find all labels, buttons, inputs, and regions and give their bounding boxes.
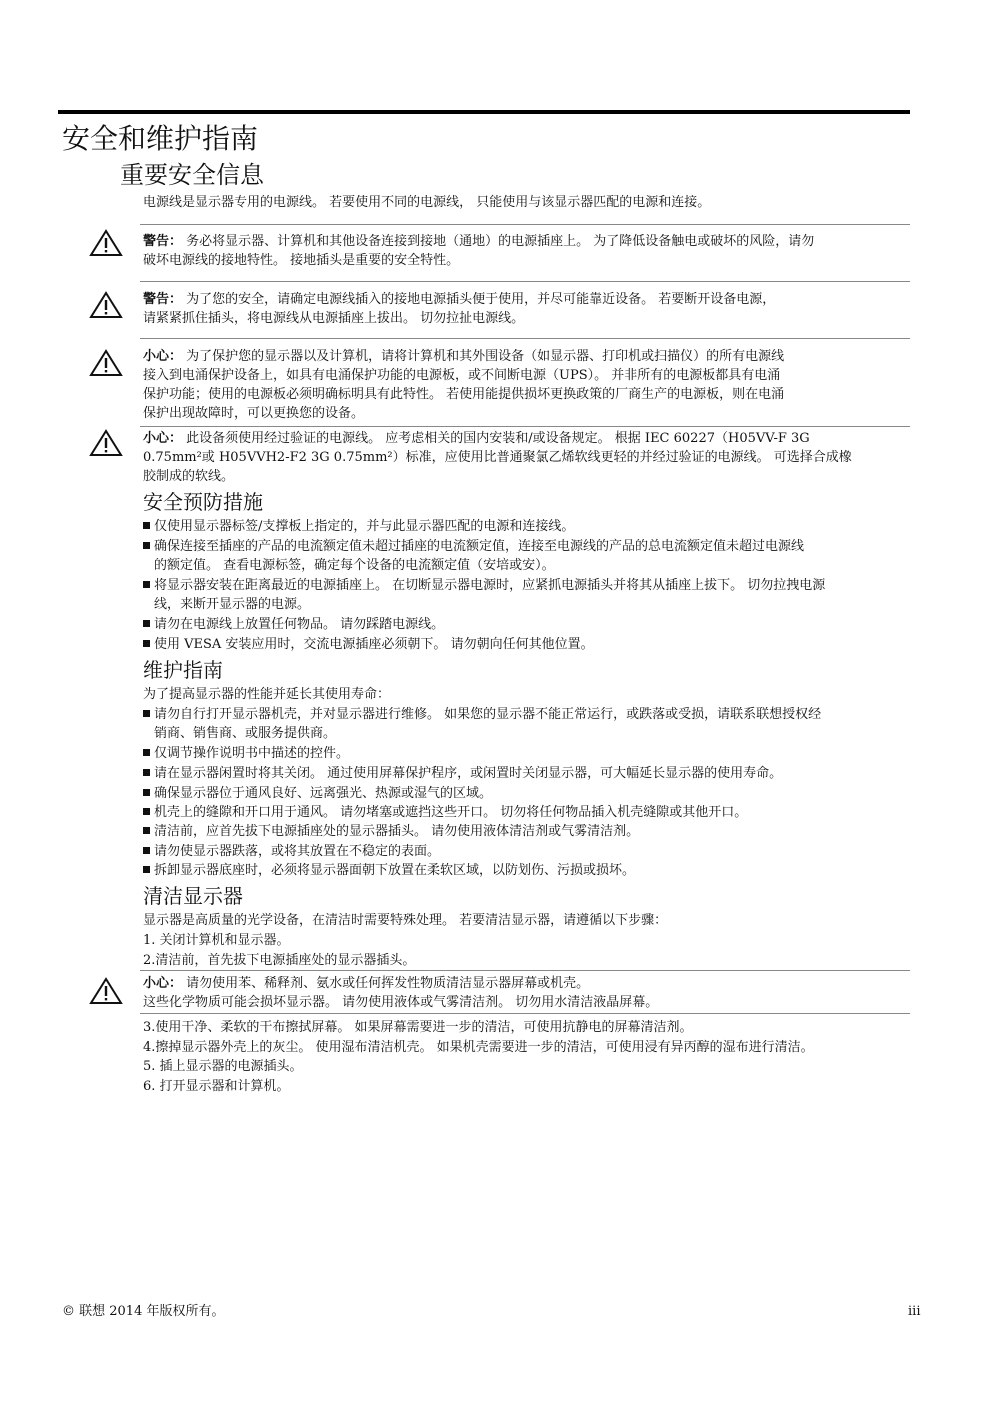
list-item-text: 请勿使显示器跌落，或将其放置在不稳定的表面。 bbox=[154, 844, 441, 859]
list-item bbox=[143, 822, 943, 841]
top-rule bbox=[58, 110, 910, 114]
bullet bbox=[143, 581, 150, 588]
notice-warning-2 bbox=[143, 290, 943, 328]
notice-text: 接入到电涌保护设备上，如具有电涌保护功能的电源板，或不间断电源（UPS）。 并非所有的电源板都具有电涌 bbox=[143, 368, 781, 383]
list-item bbox=[143, 842, 943, 861]
step-item: 3.使用干净、柔软的干布擦拭屏幕。 如果屏幕需要进一步的清洁，可使用抗静电的屏幕清洁剂。 bbox=[143, 1020, 693, 1035]
step-item: 4.擦掉显示器外壳上的灰尘。 使用湿布清洁机壳。 如果机壳需要进一步的清洁，可使用浸有异丙醇的湿布进行清洁。 bbox=[143, 1040, 814, 1055]
list-item-text: 销商、销售商、或服务提供商。 bbox=[154, 726, 337, 741]
list-item-text: 拆卸显示器底座时，必须将显示器面朝下放置在柔软区域，以防划伤、污损或损坏。 bbox=[154, 863, 636, 878]
notice-label: 小心： bbox=[143, 976, 183, 991]
divider bbox=[140, 338, 910, 339]
notice-text: 此设备须使用经过验证的电源线。 应考虑相关的国内安装和/或设备规定。 根据 IEC 60227（H05VV-F 3G bbox=[186, 431, 810, 446]
divider bbox=[140, 224, 910, 225]
section-heading-cleaning: 清洁显示器 bbox=[143, 884, 243, 908]
list-item-text: 请勿自行打开显示器机壳，并对显示器进行维修。 如果您的显示器不能正常运行，或跌落或受损，请联系联想授权经 bbox=[154, 707, 822, 722]
section-heading-important: 重要安全信息 bbox=[120, 161, 264, 189]
maintenance-intro: 为了提高显示器的性能并延长其使用寿命： bbox=[143, 687, 391, 702]
page-number: iii bbox=[908, 1304, 921, 1319]
bullet bbox=[143, 789, 150, 796]
bullet bbox=[143, 620, 150, 627]
divider bbox=[140, 281, 910, 282]
list-item bbox=[143, 635, 943, 654]
bullet bbox=[143, 640, 150, 647]
list-item-text: 使用 VESA 安装应用时，交流电源插座必须朝下。 请勿朝向任何其他位置。 bbox=[154, 637, 594, 652]
notice-label: 小心： bbox=[143, 431, 183, 446]
divider bbox=[140, 1013, 910, 1014]
important-intro: 电源线是显示器专用的电源线。 若要使用不同的电源线， 只能使用与该显示器匹配的电源和连接。 bbox=[143, 195, 711, 210]
notice-label: 警告： bbox=[143, 234, 183, 249]
list-item bbox=[143, 576, 943, 614]
list-item bbox=[143, 517, 943, 536]
page-title: 安全和维护指南 bbox=[62, 122, 259, 155]
notice-caution-1 bbox=[143, 347, 943, 423]
warning-triangle-icon bbox=[88, 290, 124, 320]
step-item: 2.清洁前，首先拔下电源插座处的显示器插头。 bbox=[143, 953, 416, 968]
list-item bbox=[143, 615, 943, 634]
bullet bbox=[143, 749, 150, 756]
list-item-text: 仅使用显示器标签/支撑板上指定的，并与此显示器匹配的电源和连接线。 bbox=[154, 519, 575, 534]
bullet bbox=[143, 808, 150, 815]
notice-text: 胶制成的软线。 bbox=[143, 469, 235, 484]
list-item-text: 的额定值。 查看电源标签，确定每个设备的电流额定值（安培或安）。 bbox=[154, 558, 555, 573]
list-item bbox=[143, 744, 943, 763]
notice-text: 请勿使用苯、稀释剂、氨水或任何挥发性物质清洁显示器屏幕或机壳。 bbox=[186, 976, 590, 991]
list-item-text: 线，来断开显示器的电源。 bbox=[154, 597, 311, 612]
bullet bbox=[143, 847, 150, 854]
bullet bbox=[143, 710, 150, 717]
divider bbox=[140, 426, 910, 427]
step-item: 6. 打开显示器和计算机。 bbox=[143, 1079, 290, 1094]
warning-triangle-icon bbox=[88, 428, 124, 458]
warning-triangle-icon bbox=[88, 976, 124, 1006]
list-item-text: 请勿在电源线上放置任何物品。 请勿踩踏电源线。 bbox=[154, 617, 445, 632]
list-item-text: 清洁前，应首先拔下电源插座处的显示器插头。 请勿使用液体清洁剂或气雾清洁剂。 bbox=[154, 824, 640, 839]
warning-triangle-icon bbox=[88, 228, 124, 258]
notice-warning-1 bbox=[143, 232, 943, 270]
notice-text: 0.75mm²或 H05VVH2-F2 3G 0.75mm²）标准，应使用比普通聚氯乙烯软线更轻的并经过验证的电源线。 可选择合成橡 bbox=[143, 450, 852, 465]
list-item bbox=[143, 705, 943, 743]
notice-text: 这些化学物质可能会损坏显示器。 请勿使用液体或气雾清洁剂。 切勿用水清洁液晶屏幕。 bbox=[143, 995, 659, 1010]
footer-copyright: © 联想 2014 年版权所有。 bbox=[62, 1304, 225, 1319]
notice-label: 警告： bbox=[143, 292, 183, 307]
notice-label: 小心： bbox=[143, 349, 183, 364]
list-item bbox=[143, 784, 943, 803]
notice-text: 请紧紧抓住插头，将电源线从电源插座上拔出。 切勿拉扯电源线。 bbox=[143, 311, 525, 326]
bullet bbox=[143, 827, 150, 834]
list-item bbox=[143, 537, 943, 575]
divider bbox=[140, 970, 910, 971]
section-heading-precautions: 安全预防措施 bbox=[143, 490, 263, 514]
warning-triangle-icon bbox=[88, 348, 124, 378]
list-item-text: 确保连接至插座的产品的电流额定值未超过插座的电流额定值，连接至电源线的产品的总电流额定值未超过电源线 bbox=[154, 539, 805, 554]
step-item: 5. 插上显示器的电源插头。 bbox=[143, 1059, 303, 1074]
notice-text: 为了您的安全，请确定电源线插入的接地电源插头便于使用，并尽可能靠近设备。 若要断开设备电源， bbox=[186, 292, 776, 307]
notice-text: 保护出现故障时，可以更换您的设备。 bbox=[143, 406, 365, 421]
cleaning-caution bbox=[143, 974, 943, 1012]
notice-caution-2 bbox=[143, 429, 943, 486]
bullet bbox=[143, 866, 150, 873]
notice-text: 破坏电源线的接地特性。 接地插头是重要的安全特性。 bbox=[143, 253, 460, 268]
notice-text: 保护功能；使用的电源板必须明确标明具有此特性。 若使用能提供损坏更换政策的厂商生产的电源板，则在电涌 bbox=[143, 387, 785, 402]
bullet bbox=[143, 542, 150, 549]
cleaning-intro: 显示器是高质量的光学设备，在清洁时需要特殊处理。 若要清洁显示器，请遵循以下步骤： bbox=[143, 913, 668, 928]
list-item-text: 请在显示器闲置时将其关闭。 通过使用屏幕保护程序，或闲置时关闭显示器，可大幅延长显示器的使用寿命。 bbox=[154, 766, 783, 781]
notice-text: 为了保护您的显示器以及计算机，请将计算机和其外围设备（如显示器、打印机或扫描仪）的所有电源线 bbox=[186, 349, 785, 364]
list-item-text: 将显示器安装在距离最近的电源插座上。 在切断显示器电源时，应紧抓电源插头并将其从插座上拔下。 切勿拉拽电源 bbox=[154, 578, 826, 593]
notice-text: 务必将显示器、计算机和其他设备连接到接地（通地）的电源插座上。 为了降低设备触电或破坏的风险，请勿 bbox=[186, 234, 815, 249]
section-heading-maintenance: 维护指南 bbox=[143, 658, 223, 682]
list-item bbox=[143, 803, 943, 822]
bullet bbox=[143, 769, 150, 776]
bullet bbox=[143, 522, 150, 529]
list-item bbox=[143, 764, 943, 783]
list-item bbox=[143, 861, 943, 880]
list-item-text: 机壳上的缝隙和开口用于通风。 请勿堵塞或遮挡这些开口。 切勿将任何物品插入机壳缝隙或其他开口。 bbox=[154, 805, 748, 820]
step-item: 1. 关闭计算机和显示器。 bbox=[143, 933, 290, 948]
list-item-text: 仅调节操作说明书中描述的控件。 bbox=[154, 746, 350, 761]
list-item-text: 确保显示器位于通风良好、远离强光、热源或湿气的区域。 bbox=[154, 786, 493, 801]
